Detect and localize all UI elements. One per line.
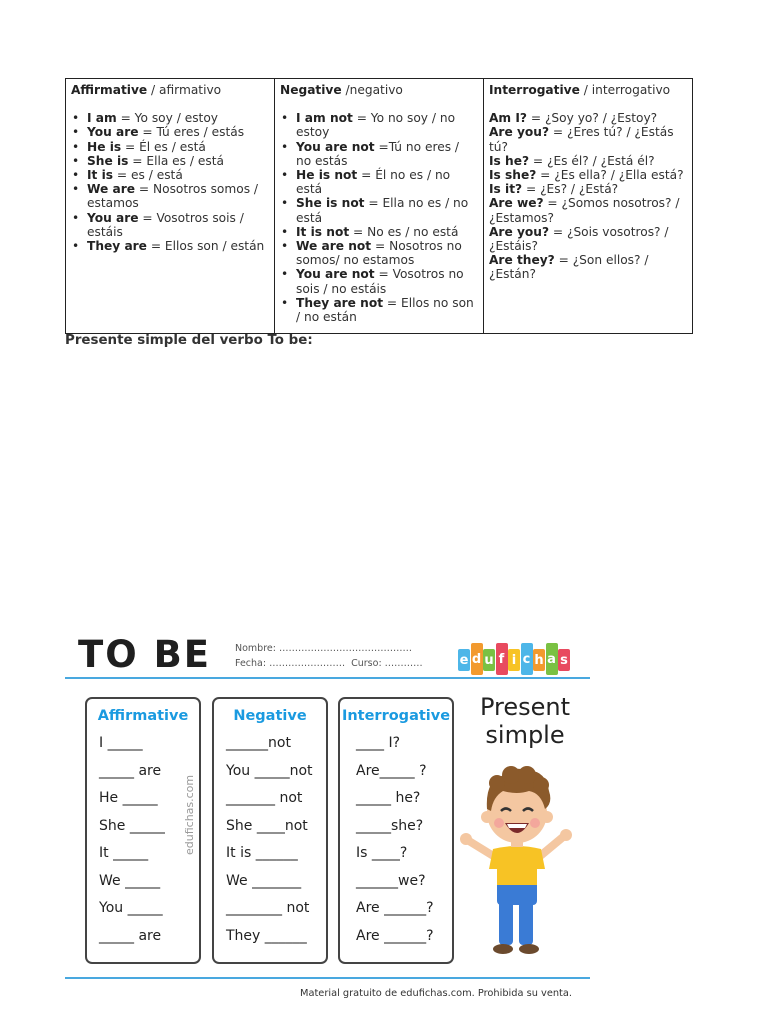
side-url: edufichas.com	[183, 774, 196, 855]
english-form: You are	[87, 210, 139, 225]
logo-letter: c	[521, 643, 533, 675]
exercise-line: _______ not	[226, 790, 303, 806]
logo-letter: e	[458, 649, 470, 671]
english-form: They are not	[296, 295, 384, 310]
english-form: You are	[87, 125, 139, 140]
negative-cell	[275, 79, 484, 334]
spanish-translation: = ¿Es él? / ¿Está él?	[529, 153, 655, 168]
exercise-line: We _______	[226, 872, 302, 889]
grammar-item	[280, 225, 478, 239]
spanish-translation: = Él es / está	[121, 139, 206, 154]
negative-column	[212, 697, 328, 964]
spanish-translation: = Nosotros somos / estamos	[87, 182, 259, 211]
header-divider	[65, 677, 590, 679]
grammar-item	[71, 154, 269, 168]
grammar-item	[489, 111, 687, 125]
grammar-item	[280, 196, 478, 224]
logo-letter: f	[496, 643, 508, 675]
worksheet	[65, 625, 590, 1005]
grammar-item	[71, 239, 269, 253]
boy-illustration	[457, 757, 577, 967]
exercise-line: _____ are	[99, 927, 162, 944]
spanish-translation: = ¿Son ellos? / ¿Están?	[489, 253, 649, 282]
grammar-item	[280, 140, 478, 168]
grammar-item	[489, 182, 687, 196]
english-form: Is it?	[489, 182, 523, 197]
spanish-translation: = ¿Sois vosotros? / ¿Estáis?	[489, 224, 669, 254]
logo-letter: a	[546, 643, 558, 675]
grammar-item	[489, 154, 687, 168]
footer-divider	[65, 977, 590, 979]
spanish-translation: = No es / no está	[349, 224, 459, 239]
spanish-translation: = Yo no soy / no estoy	[296, 111, 456, 140]
spanish-translation: = Vosotros no sois / no estáis	[296, 267, 464, 296]
grammar-item	[71, 182, 269, 210]
interrogative-list	[489, 111, 687, 281]
exercise-line: ______we?	[356, 872, 426, 889]
exercise-line: Are_____ ?	[356, 762, 427, 779]
logo-letter: h	[533, 649, 545, 671]
logo-letter: i	[508, 649, 520, 671]
exercise-line: You _____not	[226, 762, 313, 779]
grammar-item	[71, 125, 269, 139]
grammar-item	[489, 168, 687, 182]
english-form: We are not	[296, 239, 372, 254]
english-form: Is he?	[489, 153, 530, 168]
grammar-item	[489, 125, 687, 153]
spanish-translation: = Ella es / está	[128, 153, 224, 168]
grammar-item	[71, 168, 269, 182]
exercise-line: He _____	[99, 790, 158, 806]
exercise-line: She _____	[99, 817, 165, 834]
exercise-line: She ____not	[226, 817, 308, 834]
exercise-line: ____ I?	[356, 735, 401, 751]
edufichas-logo	[458, 639, 574, 681]
worksheet-title: TO BE	[78, 633, 212, 676]
spanish-translation: = ¿Es? / ¿Está?	[522, 182, 619, 197]
spanish-translation: =Tú no eres / no estás	[296, 139, 460, 168]
english-form: She is not	[296, 196, 365, 211]
grammar-item	[280, 111, 478, 139]
exercise-line: _____she?	[356, 817, 424, 834]
column-heading: Affirmative	[97, 708, 189, 724]
english-form: You are not	[296, 139, 375, 154]
spanish-translation: = Ellos son / están	[146, 239, 265, 254]
english-form: We are	[87, 182, 136, 197]
exercise-line: They ______	[226, 927, 307, 944]
affirmative-list	[71, 111, 269, 253]
exercise-line: ________ not	[226, 900, 310, 916]
grammar-item	[280, 267, 478, 295]
column-heading: Negative	[233, 708, 307, 724]
simple-word: simple	[485, 721, 565, 749]
grammar-item	[71, 140, 269, 154]
fecha-field: Fecha: ……………………	[235, 658, 346, 669]
exercise-line: _____ are	[99, 762, 162, 779]
footer-note: Material gratuito de edufichas.com. Prohibida su venta.	[300, 988, 573, 999]
grammar-item	[489, 225, 687, 253]
exercise-line: We _____	[99, 872, 161, 889]
english-form: They are	[87, 239, 147, 254]
exercise-line: It is ______	[226, 845, 298, 861]
english-form: Am I?	[489, 111, 527, 126]
curso-field: Curso: …………	[351, 658, 423, 669]
affirmative-heading: Affirmative	[71, 83, 148, 97]
spanish-translation: = Él no es / no está	[296, 168, 451, 197]
interrogative-cell	[484, 79, 693, 334]
logo-letter: s	[558, 649, 570, 671]
spanish-translation: = ¿Eres tú? / ¿Estás tú?	[489, 125, 674, 154]
grammar-table	[65, 78, 693, 334]
spanish-translation: = Tú eres / estás	[138, 125, 245, 140]
exercise-line: _____ he?	[356, 790, 421, 806]
spanish-translation: = Ella no es / no está	[296, 196, 469, 225]
logo-letter: u	[483, 649, 495, 671]
exercise-line: ______not	[226, 735, 291, 751]
exercise-line: I _____	[99, 735, 143, 751]
english-form: Are you?	[489, 125, 550, 140]
interrogative-column	[338, 697, 454, 964]
spanish-translation: = Vosotros sois / estáis	[87, 210, 244, 239]
grammar-item	[71, 111, 269, 125]
interrogative-heading-es: / interrogativo	[579, 83, 671, 97]
fecha-curso-field	[235, 658, 423, 669]
english-form: I am not	[296, 111, 353, 126]
spanish-translation: = ¿Es ella? / ¿Ella está?	[536, 168, 684, 183]
present-simple-label	[470, 693, 580, 749]
english-form: Are we?	[489, 196, 544, 211]
english-form: Is she?	[489, 168, 537, 183]
grammar-item	[280, 239, 478, 267]
column-heading: Interrogative	[341, 708, 451, 724]
page-subtitle: Presente simple del verbo To be:	[65, 333, 313, 348]
english-form: He is	[87, 139, 122, 154]
exercise-line: Are ______?	[356, 927, 434, 944]
interrogative-heading: Interrogative	[489, 83, 580, 97]
english-form: I am	[87, 111, 117, 126]
english-form: It is not	[296, 224, 350, 239]
english-form: She is	[87, 153, 129, 168]
spanish-translation: = Ellos no son / no están	[296, 295, 474, 325]
grammar-item	[489, 196, 687, 224]
present-word: Present	[479, 693, 571, 721]
english-form: Are you?	[489, 224, 550, 239]
english-form: He is not	[296, 168, 358, 183]
exercise-line: Are ______?	[356, 900, 434, 916]
logo-letter: d	[471, 643, 483, 675]
negative-heading-es: /negativo	[341, 83, 403, 97]
grammar-item	[280, 296, 478, 324]
negative-list	[280, 111, 478, 324]
spanish-translation: = ¿Soy yo? / ¿Estoy?	[526, 111, 658, 126]
grammar-item	[280, 168, 478, 196]
english-form: Are they?	[489, 253, 555, 268]
grammar-item	[489, 253, 687, 281]
spanish-translation: = ¿Somos nosotros? / ¿Estamos?	[489, 196, 680, 225]
grammar-item	[71, 211, 269, 239]
english-form: You are not	[296, 267, 375, 282]
exercise-line: You _____	[99, 900, 163, 916]
exercise-line: It _____	[99, 845, 149, 861]
negative-heading: Negative	[280, 83, 342, 97]
nombre-field: Nombre: ……………………………………	[235, 643, 412, 654]
spanish-translation: = Yo soy / estoy	[116, 111, 218, 126]
spanish-translation: = es / está	[113, 168, 183, 183]
english-form: It is	[87, 168, 114, 183]
exercise-line: Is ____?	[356, 845, 408, 861]
affirmative-cell	[66, 79, 275, 334]
affirmative-heading-es: / afirmativo	[147, 83, 222, 97]
spanish-translation: = Nosotros no somos/ no estamos	[296, 239, 462, 268]
